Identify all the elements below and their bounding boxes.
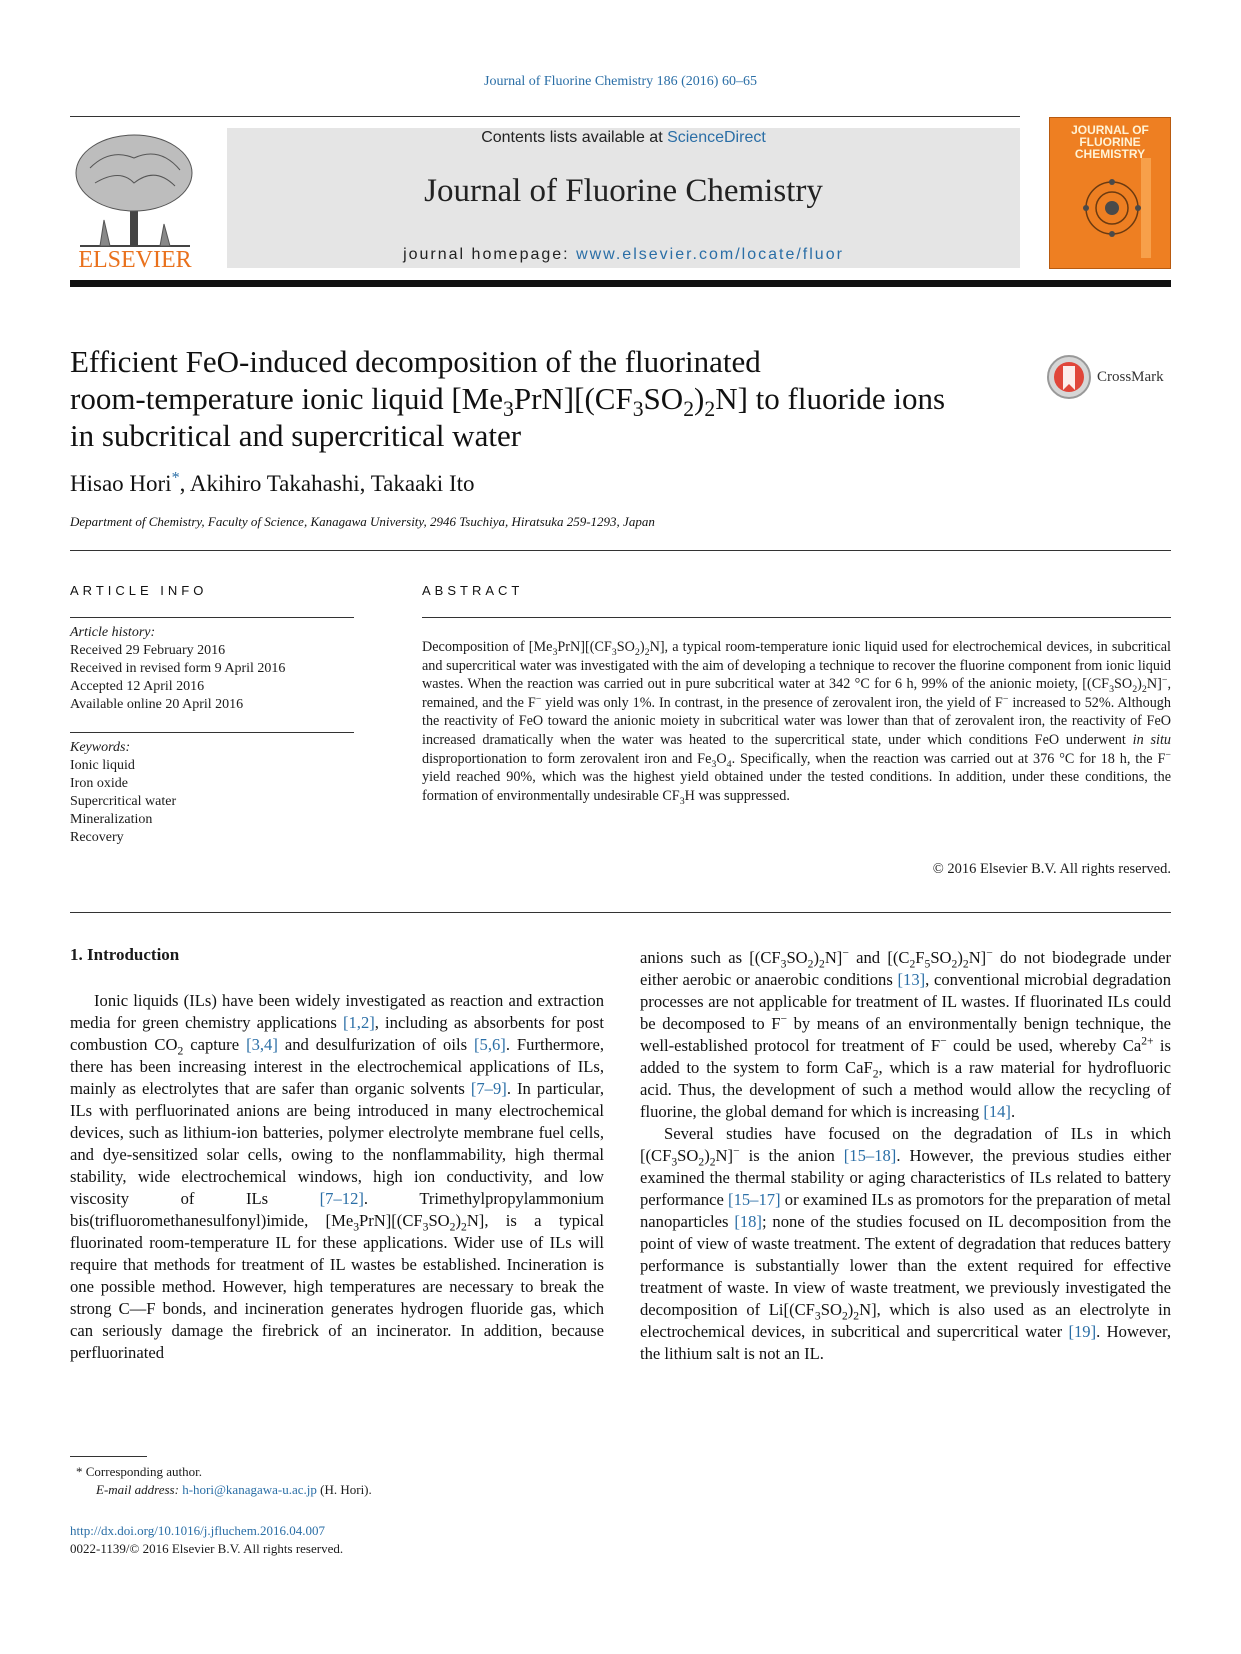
body-column-left: Ionic liquids (ILs) have been widely investigated as reaction and extraction media for green chemistry applications [1,2], including as absorbents for post combustion $CO_2$ capture [3,4] and desulfurization of oils [5,6]. Furthermore, there has been increasing interest in the electrochemical applications of ILs, mainly as electrolytes that are safer than organic solvents [7–9]. In particular, ILs with perfluorinated anions are being introduced in many electrochemical devices, such as lithium-ion batteries, polymer electrolyte membrane fuel cells, and dye-sensitized solar cells, owing to the nonflammability, high thermal stability, wide electrochemical windows, high ion conductivity, and low viscosity of ILs [7–12]. Trimethylpropylammonium bis(trifluoromethanesulfonyl)imide, $[Me_3PrN][(CF_3SO_2)_2N]$, is a typical fluorinated room-temperature IL for these applications. Wider use of ILs will require that methods for treatment of IL wastes be established. Incineration is one possible method. However, high temperatures are necessary to break the strong C—F bonds, and incineration generates hydrogen fluoride gas, which can seriously damage the firebrick of an incinerator. In addition, because perfluorinated (70, 991, 605, 1362)
crossmark-icon[interactable] (1046, 354, 1092, 400)
homepage-link[interactable]: www.elsevier.com/locate/fluor (576, 246, 844, 263)
cover-title: JOURNAL OF FLUORINE CHEMISTRY (1071, 123, 1149, 161)
abstract-text: Decomposition of $[Me_3PrN][(CF_3SO_2)_2N]$, a typical room-temperature ionic liquid used for electrochemical devices, in subcritical and supercritical water was investigated with the aim of developing a technique to recover the fluorine component from ionic liquid wastes. When the reaction was carried out in pure subcritical water at 342 °C for 6 h, 99% of the anionic moiety, $[(CF_3SO_2)_2N]^-$, remained, and the F− yield was only 1%. In contrast, in the presence of zerovalent iron, the yield of F− increased to 52%. Although the reactivity of FeO toward the anionic moiety in subcritical water was lower than that of zerovalent iron, the reactivity of FeO increased dramatically when the water was heated to the supercritical state, under which conditions FeO underwent in situ disproportionation to form zerovalent iron and $Fe_3O_4$. Specifically, when the reaction was carried out at 376 °C for 18 h, the F− yield reached 90%, which was the highest yield obtained under the tested conditions. In addition, under these conditions, the formation of environmentally undesirable $CF_3H$ was suppressed. (422, 639, 1171, 807)
divider-rule (70, 550, 1171, 551)
abstract-rule (422, 617, 1171, 618)
footnote-rule (70, 1456, 147, 1457)
header-rule (70, 116, 1020, 117)
doi-link[interactable]: http://dx.doi.org/10.1016/j.jfluchem.2016.04.007 (70, 1523, 326, 1538)
affiliation: Department of Chemistry, Faculty of Science, Kanagawa University, 2946 Tsuchiya, Hiratsuka 259-1293, Japan (70, 514, 655, 529)
info-rule-1 (70, 617, 354, 618)
info-rule-2 (70, 732, 354, 733)
article-history: Article history: Received 29 February 2016 Received in revised form 9 April 2016 Accepted 12 April 2016 Available online 20 April 2016 (70, 625, 286, 712)
footnote: * Corresponding author. E-mail address: h-hori@kanagawa-u.ac.jp (H. Hori). (76, 1464, 372, 1497)
abstract-copyright: © 2016 Elsevier B.V. All rights reserved. (932, 861, 1171, 877)
body-column-right: anions such as $[(CF_3SO_2)_2N]^-$ and $[(C_2F_5SO_2)_2N]^-$ do not biodegrade under either aerobic or anaerobic conditions [13], conventional microbial degradation processes are not applicable for treatment of IL wastes. If fluorinated ILs could be decomposed to F− by means of an environmentally benign technique, the well-established protocol for treatment of F− could be used, whereby $Ca^{2+}$ is added to the system to form CaF$_2$, which is a raw material for hydrofluoric acid. Thus, the development of such a method would allow the recycling of fluorine, the global demand for which is increasing [14]. Several studies have focused on the degradation of ILs in which $[(CF_3SO_2)_2N]^-$ is the anion [15–18]. However, the previous studies either examined the thermal stability or aging characteristics of ILs related to battery performance [15–17] or examined ILs as promotors for the preparation of metal nanoparticles [18]; none of the studies focused on IL decomposition from the point of view of waste treatment. The extent of degradation that reduces battery performance is substantially lower than the extent required for effective treatment of waste. In view of waste treatment, we previously investigated the decomposition of $Li[(CF_3SO_2)_2N]$, which is also used as an electrolyte in electrochemical devices, in subcritical and supercritical water [19]. However, the lithium salt is not an IL. (640, 946, 1172, 1363)
keywords: Keywords: Ionic liquid Iron oxide Supercritical water Mineralization Recovery (70, 740, 177, 845)
sciencedirect-link[interactable]: ScienceDirect (667, 129, 766, 146)
body-rule (70, 912, 1171, 913)
article-title: Efficient FeO-induced decomposition of the fluorinated room-temperature ionic liquid $[Me_3PrN][(CF_3SO_2)_2N]$ to fluoride ions in subcritical and supercritical water (70, 344, 946, 453)
crossmark-label[interactable]: CrossMark (1097, 369, 1164, 385)
abstract-heading: ABSTRACT (422, 583, 524, 598)
introduction-heading: 1. Introduction (70, 945, 180, 964)
corresponding-author-mark[interactable]: * (171, 469, 180, 487)
thick-rule (70, 280, 1171, 287)
elsevier-wordmark: ELSEVIER (78, 247, 192, 273)
article-info-heading: ARTICLE INFO (70, 583, 208, 598)
email-link[interactable]: h-hori@kanagawa-u.ac.jp (182, 1482, 317, 1497)
doi-block: http://dx.doi.org/10.1016/j.jfluchem.2016.04.007 0022-1139/© 2016 Elsevier B.V. All rights reserved. (70, 1523, 344, 1556)
contents-line: Contents lists available at ScienceDirect (481, 129, 766, 146)
authors: Hisao Hori*, Akihiro Takahashi, Takaaki Ito (70, 469, 475, 496)
homepage-line: journal homepage: www.elsevier.com/locate/fluor (403, 246, 844, 263)
journal-reference[interactable]: Journal of Fluorine Chemistry 186 (2016) 60–65 (484, 74, 757, 89)
journal-title: Journal of Fluorine Chemistry (424, 173, 823, 209)
